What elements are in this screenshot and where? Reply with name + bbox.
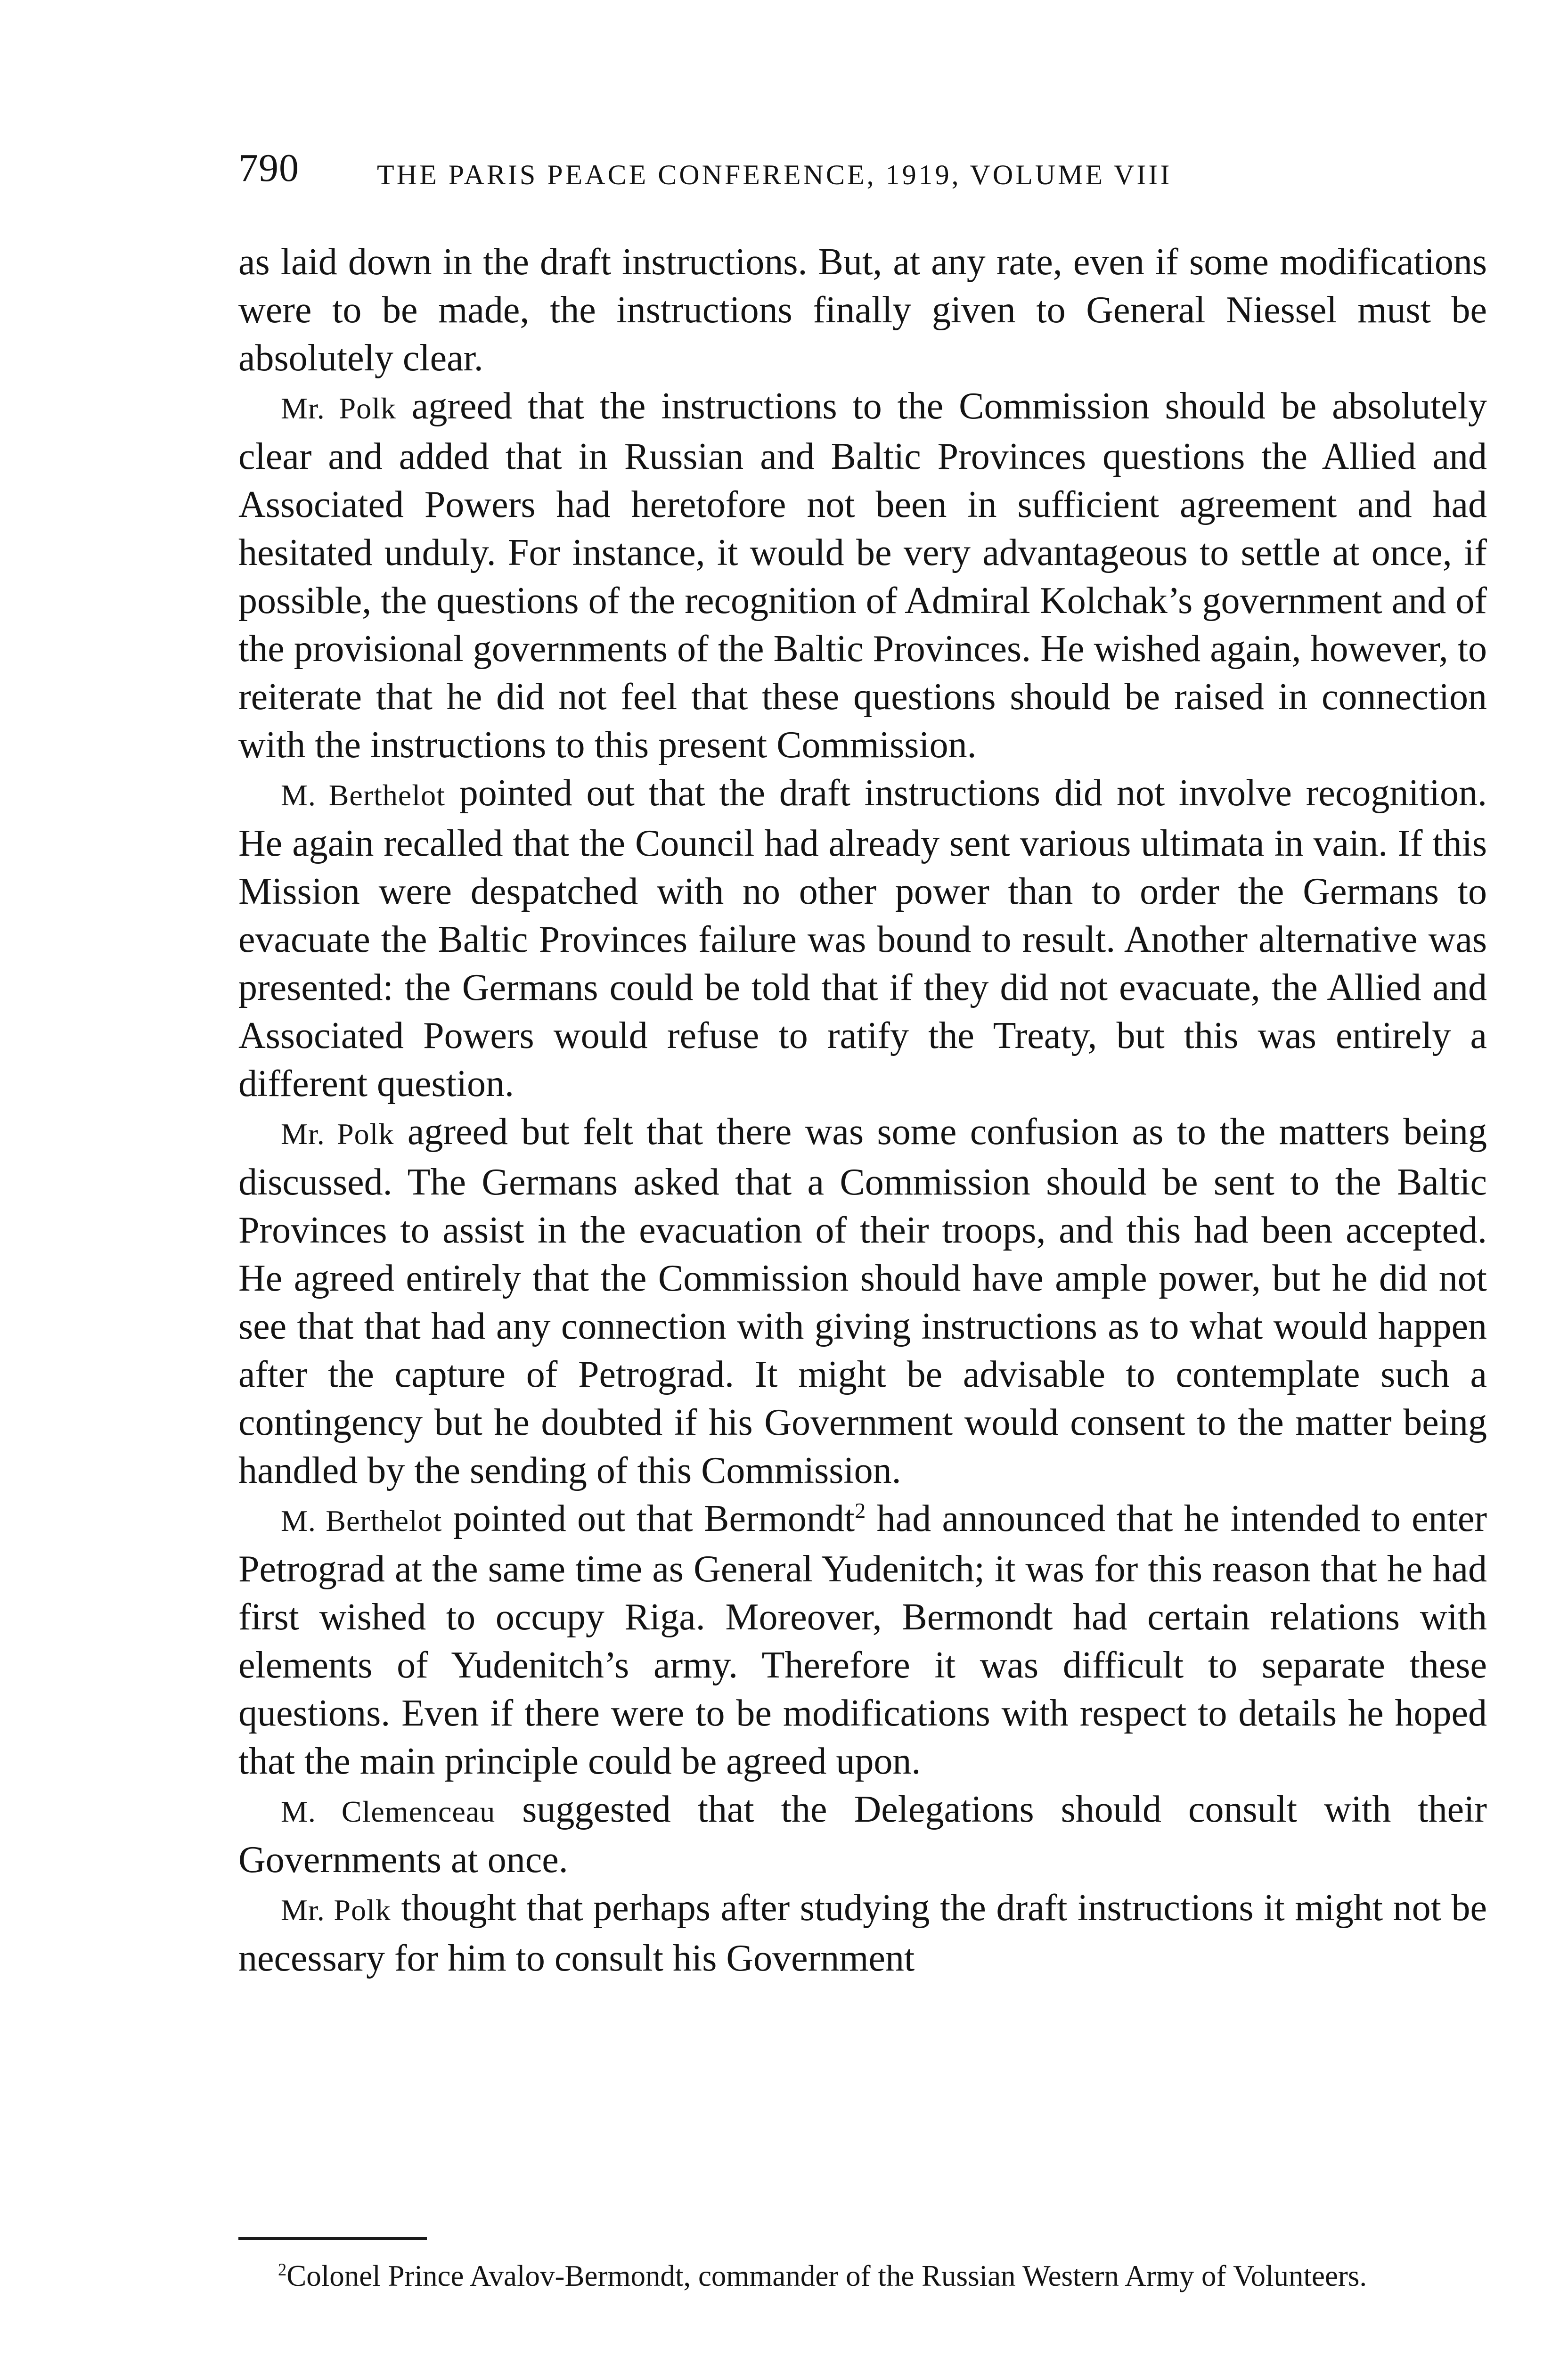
paragraph-polk-2 (238, 1108, 1487, 1495)
body-text (238, 238, 1487, 1982)
paragraph-text: as laid down in the draft instructions. But, at any rate, even if some modifications were to be made, the instructions finally given to General Niessel must be absolutely clear. (238, 241, 1487, 379)
paragraph-text: thought that perhaps after studying the draft instructions it might not be necessary for him to consult his Government (238, 1887, 1487, 1979)
paragraph-text: agreed but felt that there was some confusion as to the matters being discussed. The Germans asked that a Commission should be sent to the Baltic Provinces to assist in the evacuation of their troops, and this had been accepted. He agreed entirely that the Commission should have ample power, but he did not see that that had any connection with giving instructions as to what would happen after the capture of Petrograd. It might be advisable to contemplate such a contingency but he doubted if his Government would consent to the matter being handled by the sending of this Commission. (238, 1111, 1487, 1491)
footnote-divider (238, 2237, 427, 2240)
speaker-name: Mr. Polk (281, 392, 396, 425)
page-header (238, 148, 1504, 200)
paragraph-clemenceau (238, 1785, 1487, 1884)
speaker-name: M. Berthelot (281, 1504, 442, 1538)
running-title: THE PARIS PEACE CONFERENCE, 1919, VOLUME VIII (377, 159, 1172, 190)
footnote (238, 2257, 1487, 2295)
speaker-name: M. Clemenceau (281, 1795, 496, 1828)
paragraph-text: suggested that the Delegations should consult with their Governments at once. (238, 1789, 1487, 1881)
paragraph-polk-3 (238, 1884, 1487, 1982)
paragraph-continuation (238, 238, 1487, 382)
footnote-marker: 2 (278, 2260, 287, 2279)
page-number: 790 (238, 146, 299, 190)
footnote-text: Colonel Prince Avalov-Bermondt, commander of the Russian Western Army of Volunteers. (286, 2259, 1367, 2292)
paragraph-text: agreed that the instructions to the Commission should be absolutely clear and added that in Russian and Baltic Provinces questions the Allied and Associated Powers had heretofore not been in sufficient agreement and had hesitated unduly. For instance, it would be very advantageous to settle at once, if possible, the questions of the recognition of Admiral Kolchak’s government and of the provisional governments of the Baltic Provinces. He wished again, however, to reiterate that he did not feel that these questions should be raised in connection with the instructions to this present Commission. (238, 385, 1487, 766)
paragraph-text: pointed out that the draft instructions did not involve recognition. He again recalled that the Council had already sent various ultimata in vain. If this Mission were despatched with no other power than to order the Germans to evacuate the Baltic Provinces failure was bound to result. Another alternative was presented: the Germans could be told that if they did not evacuate, the Allied and Associated Powers would refuse to ratify the Treaty, but this was entirely a different question. (238, 772, 1487, 1104)
paragraph-text: had announced that he intended to enter Petrograd at the same time as General Yudenitch; it was for this reason that he had first wished to occupy Riga. Moreover, Bermondt had certain relations with elements of Yudenitch’s army. Therefore it was difficult to separate these questions. Even if there were to be modifications with respect to details he hoped that the main principle could be agreed upon. (238, 1498, 1487, 1782)
paragraph-berthelot-1 (238, 769, 1487, 1108)
paragraph-text-before-note: pointed out that Bermondt (442, 1498, 855, 1539)
speaker-name: Mr. Polk (281, 1893, 391, 1927)
footnote-reference: 2 (855, 1499, 866, 1523)
speaker-name: Mr. Polk (281, 1117, 394, 1151)
speaker-name: M. Berthelot (281, 778, 445, 812)
paragraph-polk-1 (238, 382, 1487, 769)
paragraph-berthelot-2 (238, 1495, 1487, 1785)
